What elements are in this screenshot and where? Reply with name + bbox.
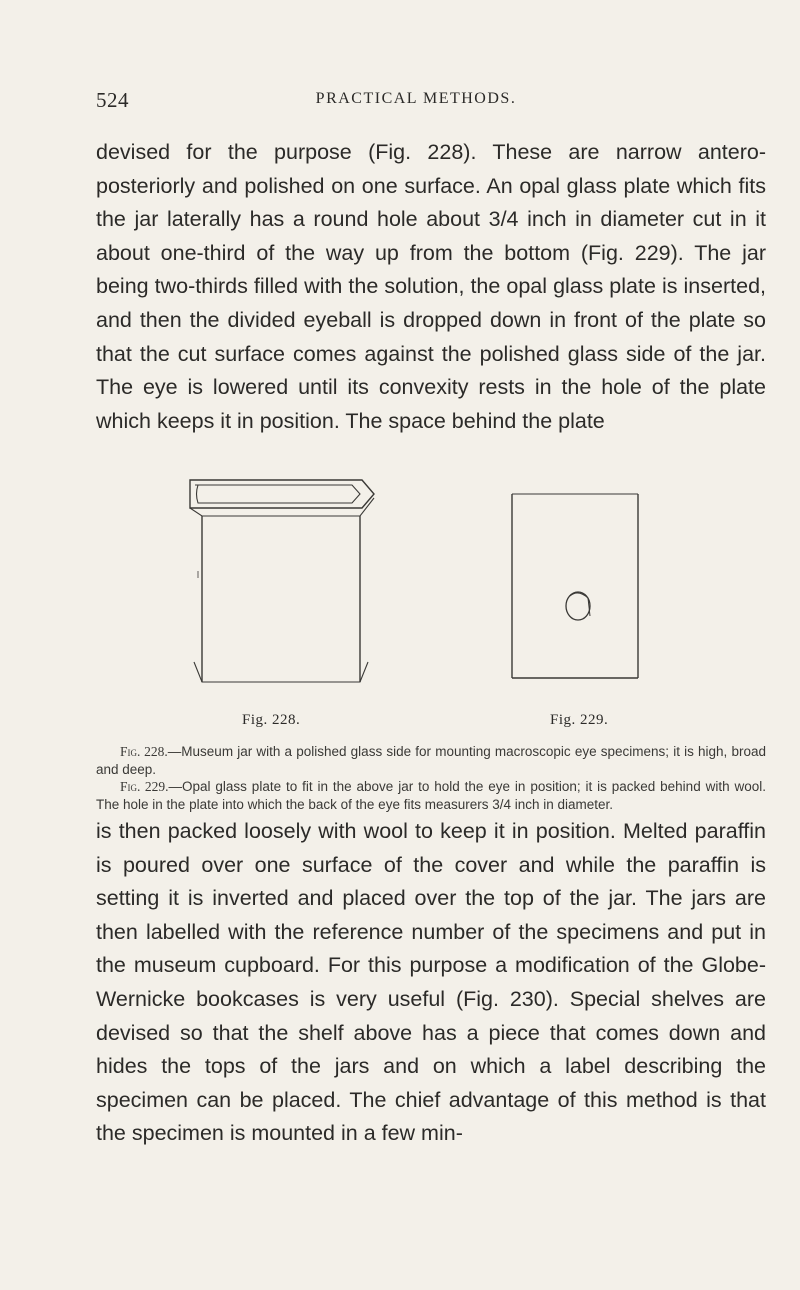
figure-illustrations — [0, 466, 800, 706]
caption-text: —Museum jar with a polished glass side for mounting macroscopic eye specimens; it is high, broad and deep. — [96, 744, 766, 777]
caption-label: Fig. 228. — [120, 744, 168, 759]
paragraph-top: devised for the purpose (Fig. 228). These are narrow antero-posteriorly and polished on one surface. An opal glass plate which fits the jar laterally has a round hole about 3/4 inch in diameter cut in it about one-third of the way up from the bottom (Fig. 229). The jar being two-thirds filled with the solution, the opal glass plate is inserted, and then the divided eyeball is dropped down in front of the plate so that the cut surface comes against the polished glass side of the jar. The eye is lowered until its convexity rests in the hole of the plate which keeps it in position. The space behind the plate — [96, 140, 766, 433]
caption-fig-228 — [96, 743, 766, 778]
caption-label: Fig. 229. — [120, 779, 169, 794]
caption-fig-229 — [96, 778, 766, 813]
running-head — [96, 88, 736, 114]
figure-label-229: Fig. 229. — [550, 712, 609, 728]
opal-glass-plate-drawing — [512, 494, 638, 678]
figures-block — [0, 466, 800, 726]
figure-captions — [96, 743, 766, 813]
running-title: PRACTICAL METHODS. — [315, 90, 517, 107]
paragraph-bottom: is then packed loosely with wool to keep it in position. Melted paraffin is poured over one surface of the cover and while the paraffin is setting it is inverted and placed over the top of the jar. The jars are then labelled with the reference number of the specimens and put in the museum cupboard. For this purpose a modification of the Globe-Wernicke bookcases is very useful (Fig. 230). Special shelves are devised so that the shelf above has a piece that comes down and hides the tops of the jars and on which a label describing the specimen can be placed. The chief advantage of this method is that the specimen is mounted in a few min- — [96, 819, 766, 1146]
figure-label-228: Fig. 228. — [242, 712, 301, 728]
museum-jar-drawing — [190, 480, 374, 682]
caption-text: —Opal glass plate to fit in the above jar to hold the eye in position; it is packed behind with wool. The hole in the plate into which the back of the eye fits measurers 3/4 inch in diameter. — [96, 779, 766, 812]
page-number: 524 — [96, 88, 129, 112]
